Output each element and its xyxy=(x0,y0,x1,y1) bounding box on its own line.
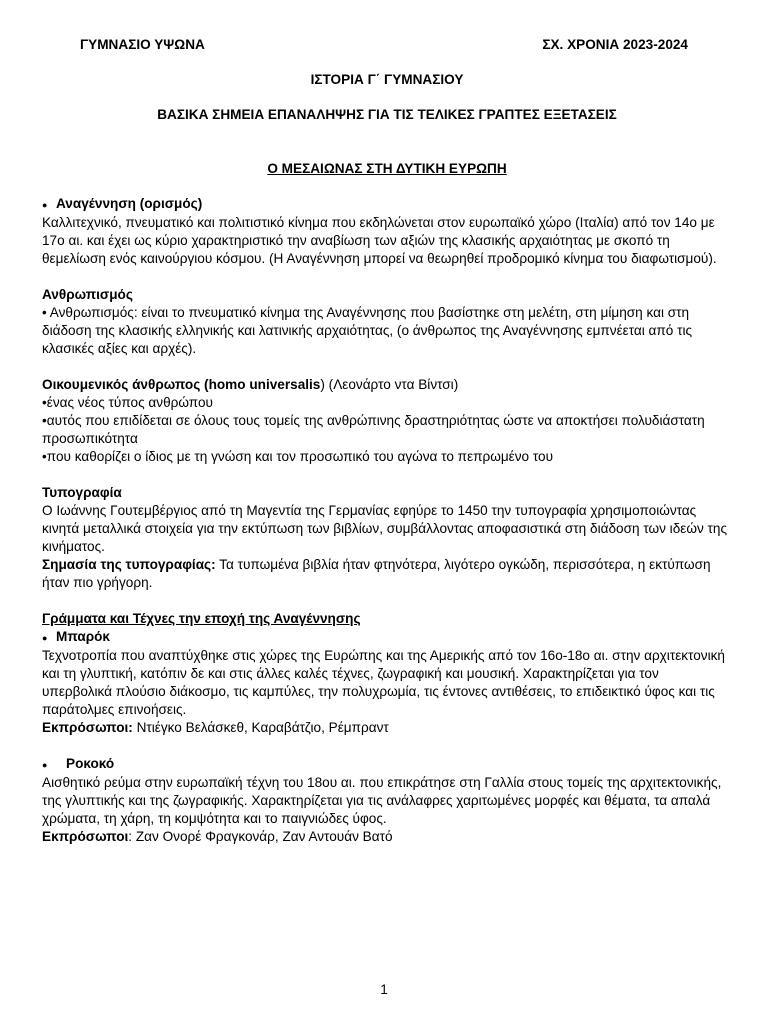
list-item: •που καθορίζει ο ίδιος με τη γνώση και τον προσωπικό του αγώνα το πεπρωμένο του xyxy=(42,449,554,464)
section-printing xyxy=(42,484,732,592)
section-heading: Αναγέννηση (ορισμός) xyxy=(56,196,203,211)
school-year: ΣΧ. ΧΡΟΝΙΑ 2023-2024 xyxy=(542,37,688,52)
subject-title: ΙΣΤΟΡΙΑ Γ΄ ΓΥΜΝΑΣΙΟΥ xyxy=(310,72,464,87)
section-heading: Γράμματα και Τέχνες την εποχή της Αναγέννησης xyxy=(42,611,361,626)
representatives-text: : Ζαν Ονορέ Φραγκονάρ, Ζαν Αντουάν Βατό xyxy=(128,829,393,844)
section-heading: Οικουμενικός άνθρωπος (homo universalis xyxy=(42,377,321,392)
subsection-heading: Ροκοκό xyxy=(66,756,115,771)
section-text: Τεχνοτροπία που αναπτύχθηκε στις χώρες της Ευρώπης και της Αμερικής από τον 16ο-18ο αι. στην αρχιτεκτονική και τη γλυπτική, κατόπιν δε και στις άλλες καλές τέχνες, ζωγραφική και μουσική. Χαρακτηρίζεται για τον υπερβολικά πλούσιο διάκοσμο, τις καμπύλες, την πολυχρωμία, τις έντονες αντιθέσεις, το επιδεικτικό ύφος και τις παράτολμες επινοήσεις. xyxy=(42,648,725,717)
header-row xyxy=(42,36,732,54)
section-heading-rest: ) (Λεονάρτο ντα Βίντσι) xyxy=(320,377,459,392)
section-universal-man xyxy=(42,376,732,466)
bullet-icon: ● xyxy=(42,633,48,643)
list-item: •αυτός που επιδίδεται σε όλους τους τομείς της ανθρώπινης δραστηριότητας ώστε να αποκτήσει πολυδιάστατη προσωπικότητα xyxy=(42,413,705,446)
section-text: Καλλιτεχνικό, πνευματικό και πολιτιστικό κίνημα που εκδηλώνεται στον ευρωπαϊκό χώρο (Ιταλία) από τον 14ο με 17ο αι. και έχει ως κύριο χαρακτηριστικό την αναβίωση των αξιών της κλασικής αρχαιότητας με σκοπό τη θεμελίωση ενός καινούργιου κόσμου. (Η Αναγέννηση μπορεί να θεωρηθεί προδρομικό κίνημα του διαφωτισμού). xyxy=(42,215,717,266)
section-humanism xyxy=(42,286,732,358)
significance-text: Τα τυπωμένα βιβλία ήταν φτηνότερα, λιγότερο ογκώδη, περισσότερα, η εκτύπωση ήταν πιο γρήγορη. xyxy=(42,557,711,590)
chapter-title: Ο ΜΕΣΑΙΩΝΑΣ ΣΤΗ ΔΥΤΙΚΗ ΕΥΡΩΠΗ xyxy=(267,161,507,176)
section-renaissance xyxy=(42,195,732,268)
section-text: Αισθητικό ρεύμα στην ευρωπαϊκή τέχνη του 18ου αι. που επικράτησε στη Γαλλία στους τομείς της αρχιτεκτονικής, της γλυπτικής και της ζωγραφικής. Χαρακτηρίζεται για τις ανάλαφρες χαριτωμένες μορφές και θέματα, τα απαλά χρώματα, τη χάρη, τη κομψότητα και το παιγνιώδες ύφος. xyxy=(42,775,722,826)
section-arts xyxy=(42,610,732,737)
section-text: • Ανθρωπισμός: είναι το πνευματικό κίνημα της Αναγέννησης που βασίστηκε στη μελέτη, στη μίμηση και στη διάδοση της κλασικής ελληνικής και λατινικής αρχαιότητας, (ο άνθρωπος της Αναγέννησης εμπνέεται από τις κλασικές αξίες και αρχές). xyxy=(42,305,693,356)
bullet-icon: ● xyxy=(42,200,48,210)
representatives-label: Εκπρόσωποι xyxy=(42,829,129,844)
representatives-text: Ντιέγκο Βελάσκεθ, Καραβάτζιο, Ρέμπραντ xyxy=(132,720,389,735)
subsection-heading: Μπαρόκ xyxy=(56,629,111,644)
significance-label: Σημασία της τυπογραφίας: xyxy=(42,557,216,572)
representatives-label: Εκπρόσωποι: xyxy=(42,720,133,735)
document-subtitle: ΒΑΣΙΚΑ ΣΗΜΕΙΑ ΕΠΑΝΑΛΗΨΗΣ ΓΙΑ ΤΙΣ ΤΕΛΙΚΕΣ ΓΡΑΠΤΕΣ ΕΞΕΤΑΣΕΙΣ xyxy=(157,107,617,122)
section-heading: Τυπογραφία xyxy=(42,485,122,500)
school-name: ΓΥΜΝΑΣΙΟ ΥΨΩΝΑ xyxy=(80,37,205,52)
subsection-rococo xyxy=(42,755,732,846)
document-page xyxy=(42,36,732,846)
list-item: •ένας νέος τύπος ανθρώπου xyxy=(42,395,213,410)
page-number: 1 xyxy=(380,982,388,997)
section-text: Ο Ιωάννης Γουτεμβέργιος από τη Μαγεντία της Γερμανίας εφηύρε το 1450 την τυπογραφία χρησιμοποιώντας κινητά μεταλλικά στοιχεία για την εκτύπωση των βιβλίων, συμβάλλοντας αποφασιστικά στη διάδοση των ιδεών της κινήματος. xyxy=(42,503,727,554)
section-heading: Ανθρωπισμός xyxy=(42,287,133,302)
bullet-icon: ● xyxy=(42,760,48,770)
subsection-baroque xyxy=(42,628,732,647)
